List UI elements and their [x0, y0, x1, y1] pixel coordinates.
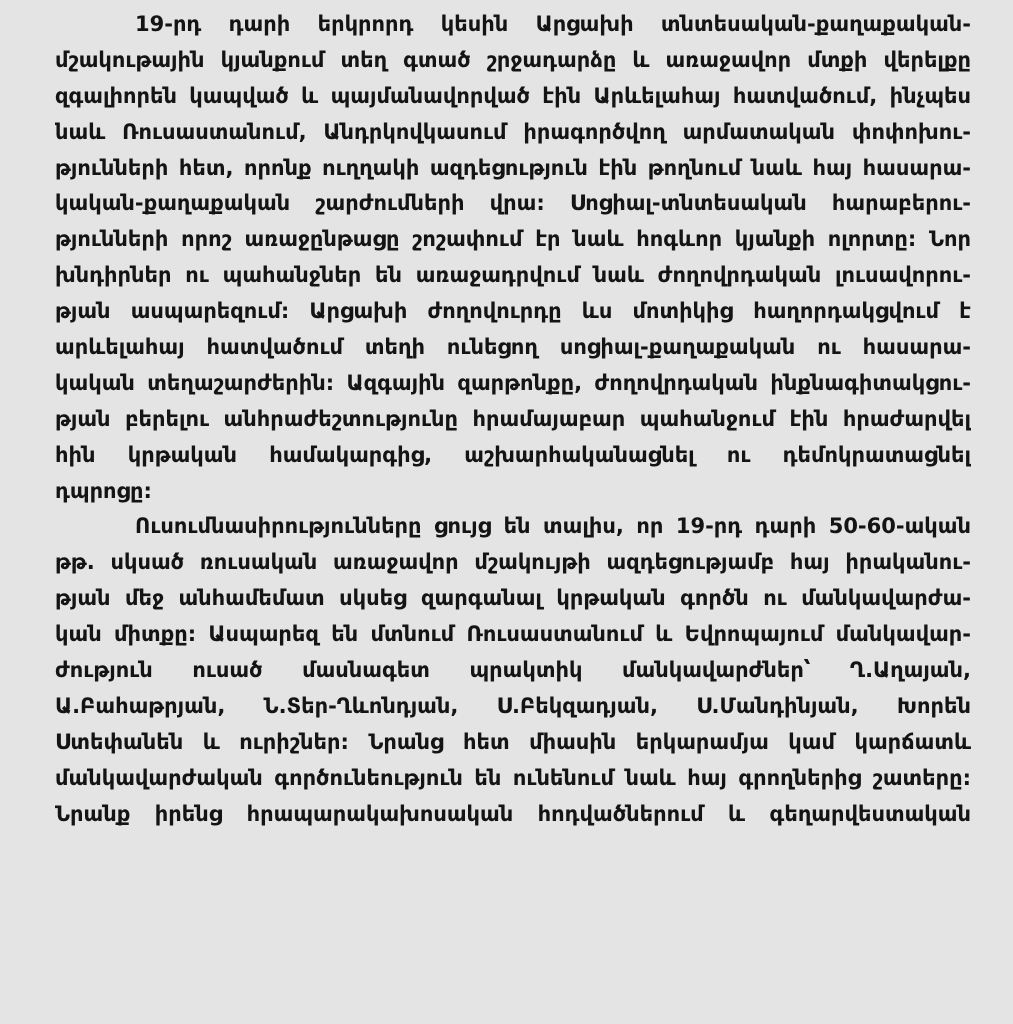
text-line: խնդիրներ ու պահանջներ են առաջադրվում նաև ժողովրդական լուսավորու-	[55, 263, 971, 288]
text-line: թյան ասպարեզում: Արցախի ժողովուրդը ևս մոտիկից հաղորդակցվում է	[55, 299, 971, 324]
text-line: մշակութային կյանքում տեղ գտած շրջադարձը և առաջավոր մտքի վերելքը	[55, 47, 971, 72]
text-line: թյան բերելու անհրաժեշտությունը հրամայաբար պահանջում էին հրաժարվել	[55, 406, 971, 431]
text-line: 19-րդ դարի երկրորդ կեսին Արցախի տնտեսական-քաղաքական-	[135, 12, 971, 36]
text-line: արևելահայ հատվածում տեղի ունեցող սոցիալ-քաղաքական ու հասարա-	[55, 335, 971, 360]
text-line: Ստեփանեն և ուրիշներ: Նրանց հետ միասին երկարամյա կամ կարճատև	[55, 729, 971, 754]
text-line: դպրոցը:	[55, 478, 152, 503]
text-line: Ա.Բահաթրյան, Ն.Տեր-Ղևոնդյան, Ս.Բեկզադյան, Ս.Մանդինյան, Խորեն	[55, 693, 971, 718]
text-line: Նրանք իրենց հրապարակախոսական հոդվածներում և գեղարվեստական	[55, 801, 971, 826]
text-line: թյունների հետ, որոնք ուղղակի ազդեցություն էին թողնում նաև հայ հասարա-	[55, 155, 971, 180]
paragraph-2	[55, 509, 971, 832]
text-line: ժություն ուսած մասնագետ պրակտիկ մանկավարժներ՝ Ղ.Աղայան,	[55, 658, 971, 683]
text-line: կական տեղաշարժերին: Ազգային զարթոնքը, ժողովրդական ինքնագիտակցու-	[55, 370, 971, 395]
text-line: կան միտքը: Ասպարեզ են մտնում Ռուսաստանում և Եվրոպայում մանկավար-	[55, 622, 971, 647]
text-line: թթ. սկսած ռուսական առաջավոր մշակույթի ազդեցությամբ հայ իրականու-	[55, 550, 971, 575]
text-line: կական-քաղաքական շարժումների վրա: Սոցիալ-տնտեսական հարաբերու-	[55, 191, 971, 216]
text-line: նաև Ռուսաստանում, Անդրկովկասում իրագործվող արմատական փոփոխու-	[55, 119, 971, 144]
text-line: թյան մեջ անհամեմատ սկսեց զարգանալ կրթական գործն ու մանկավարժա-	[55, 586, 971, 611]
paragraph-1	[55, 7, 971, 509]
text-line: թյունների որոշ առաջընթացը շոշափում էր նաև հոգևոր կյանքի ոլորտը: Նոր	[55, 227, 971, 252]
text-line: զգալիորեն կապված և պայմանավորված էին Արևելահայ հատվածում, ինչպես	[55, 83, 971, 108]
text-line: հին կրթական համակարգից, աշխարհականացնել ու դեմոկրատացնել	[55, 442, 971, 467]
text-line: Ուսումնասիրությունները ցույց են տալիս, որ 19-րդ դարի 50-60-ական	[135, 514, 971, 539]
text-line: մանկավարժական գործունեություն են ունենում նաև հայ գրողներից շատերը:	[55, 765, 971, 790]
